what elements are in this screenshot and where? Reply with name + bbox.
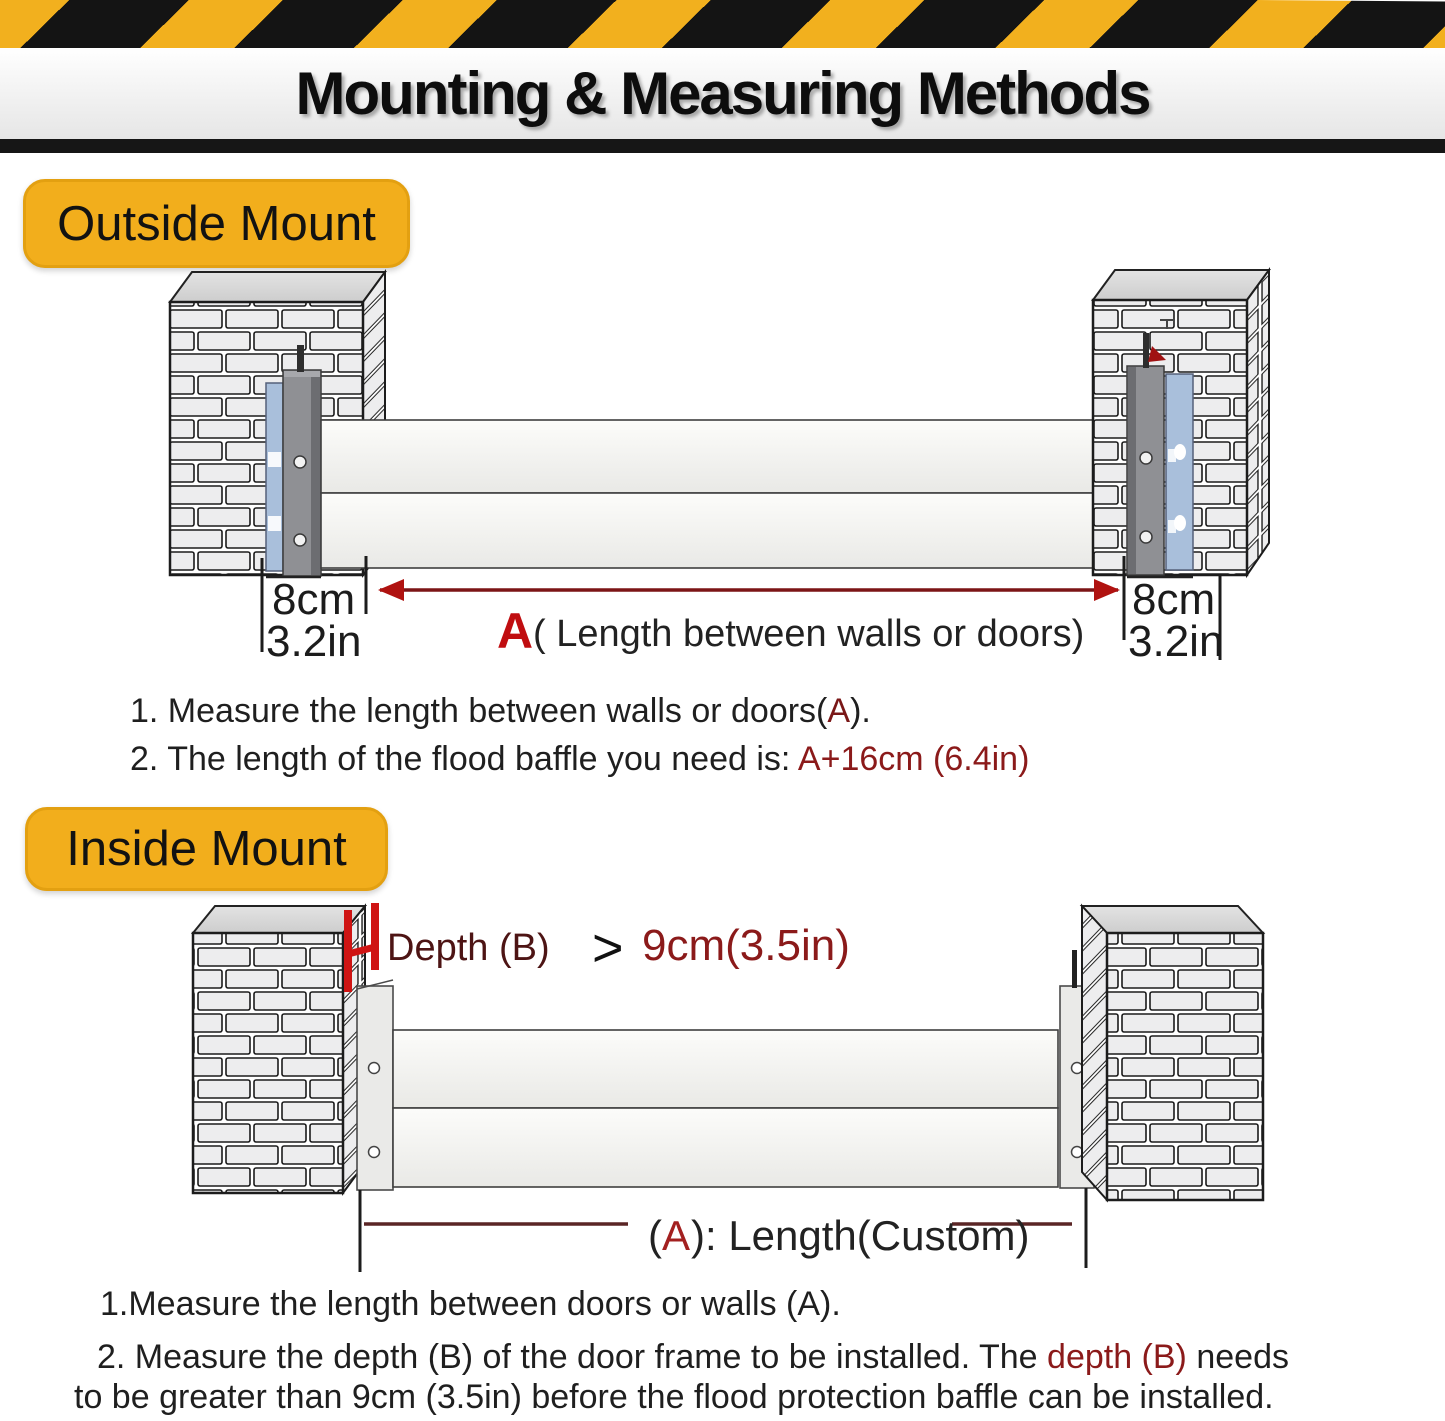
dim-label-8cm-right: 8cm: [1132, 575, 1216, 624]
depth-label-value: 9cm(3.5in): [642, 921, 850, 970]
screw-hole: [1072, 1063, 1083, 1074]
flood-barrier-panel-top: [321, 420, 1130, 493]
seal-strip-left: [266, 383, 283, 571]
inside-mount-badge: Inside Mount: [25, 807, 388, 891]
span-label-text: ( Length between walls or doors): [533, 613, 1085, 655]
channel-pin: [1072, 950, 1077, 988]
outside-mount-diagram: [170, 270, 1269, 666]
channel-pin-right: [1143, 333, 1149, 368]
flood-barrier-panel-bottom: [393, 1108, 1058, 1187]
length-label-open: (: [648, 1212, 662, 1259]
instruction-text: 1. Measure the length between walls or doors(: [130, 692, 828, 730]
inside-barrier-panels: [393, 1030, 1058, 1187]
outside-instruction-1: [130, 692, 871, 731]
instruction-text: needs: [1186, 1338, 1289, 1376]
inside-channel-left: [357, 980, 393, 1190]
flood-barrier-panel-top: [393, 1030, 1058, 1108]
flood-barrier-panel-bottom: [321, 493, 1130, 568]
flood-barrier-panels: [321, 420, 1130, 568]
instruction-text: 2. The length of the flood baffle you need is:: [130, 740, 798, 778]
inside-instruction-1: 1.Measure the length between doors or walls (A).: [100, 1285, 841, 1323]
dim-label-32in-right: 3.2in: [1128, 617, 1224, 666]
outside-mount-badge: Outside Mount: [23, 179, 410, 268]
length-label-a: A: [662, 1212, 691, 1259]
page-title: Mounting & Measuring Methods: [295, 60, 1150, 127]
seal-strip-right: [1166, 374, 1193, 570]
left-brick-pillar-inside: [193, 906, 365, 1193]
screw-hole: [1140, 531, 1152, 543]
depth-label-gt: >: [592, 918, 624, 978]
length-label-rest: ): Length(Custom): [691, 1212, 1030, 1259]
screw-hole: [294, 456, 306, 468]
screw-hole: [369, 1063, 380, 1074]
dim-label-8cm-left: 8cm: [272, 575, 356, 624]
instruction-text: 2. Measure the depth (B) of the door frame to be installed. The: [97, 1338, 1048, 1376]
depth-label-name: Depth (B): [387, 927, 550, 969]
span-label-a: A: [497, 603, 534, 659]
inside-instruction-2: [97, 1338, 1289, 1377]
dim-label-32in-left: 3.2in: [266, 617, 362, 666]
right-brick-pillar-inside: [1082, 906, 1263, 1200]
screw-hole: [1140, 452, 1152, 464]
channel-pin-left: [297, 345, 304, 372]
screw-hole: [294, 534, 306, 546]
inside-mount-diagram: [193, 903, 1263, 1272]
instruction-text: ).: [850, 692, 871, 730]
outside-instruction-2: [130, 740, 1029, 779]
instruction-highlight: A: [827, 692, 851, 730]
instruction-highlight: A+16cm (6.4in): [797, 740, 1030, 778]
screw-hole: [369, 1147, 380, 1158]
inside-instruction-2-cont: to be greater than 9cm (3.5in) before the flood protection baffle can be installed.: [74, 1378, 1274, 1416]
instruction-highlight: depth (B): [1047, 1338, 1187, 1376]
screw-hole: [1072, 1147, 1083, 1158]
